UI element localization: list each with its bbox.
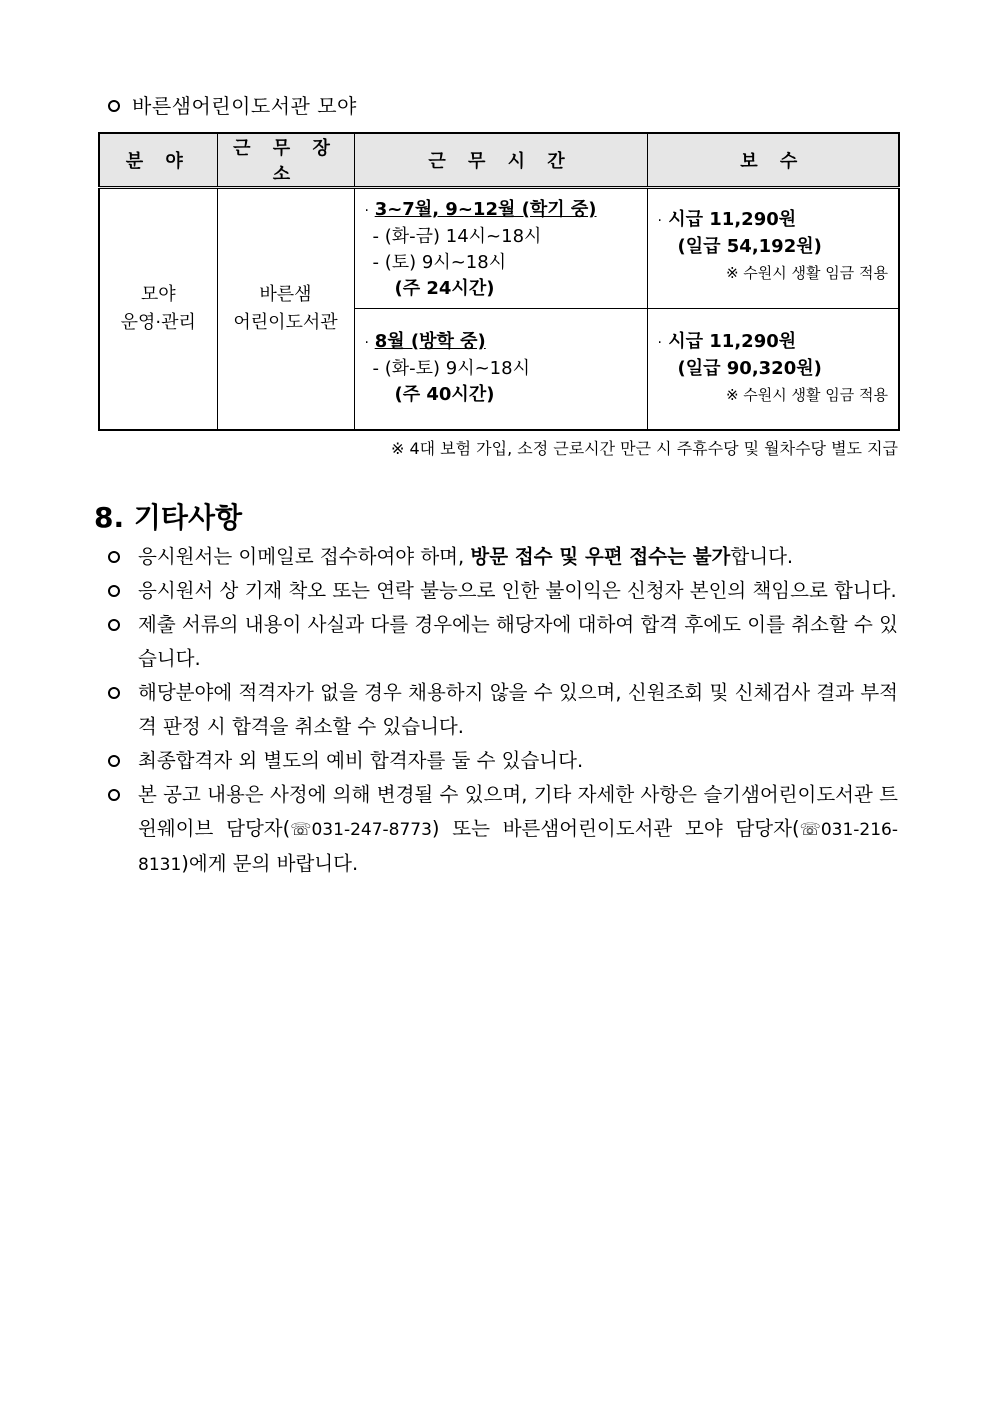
list-item: 제출 서류의 내용이 사실과 다를 경우에는 해당자에 대하여 합격 후에도 이를 취소할 수 있습니다. (108, 608, 898, 676)
hours-cell-semester: · 3~7월, 9~12월 (학기 중) - (화-금) 14시~18시 - (토) 9시~18시 (주 24시간) (354, 188, 647, 309)
list-item: 응시원서는 이메일로 접수하여야 하며, 방문 접수 및 우편 접수는 불가합니다. (108, 540, 898, 574)
header-pay: 보 수 (647, 133, 899, 188)
list-item: 본 공고 내용은 사정에 의해 변경될 수 있으며, 기타 자세한 사항은 슬기샘어린이도서관 트윈웨이브 담당자(☏031-247-8773) 또는 바른샘어린이도서관 모야 담당자(☏031-216-8131)에게 문의 바랍니다. (108, 778, 898, 882)
circle-bullet-icon (108, 687, 120, 699)
table-footnote: ※ 4대 보험 가입, 소정 근로시간 만근 시 주휴수당 및 월차수당 별도 지급 (390, 439, 898, 458)
etc-heading: 8. 기타사항 (94, 501, 243, 534)
pay-cell-vacation: · 시급 11,290원 (일급 90,320원) ※ 수원시 생활 임금 적용 (647, 309, 899, 430)
list-item: 최종합격자 외 별도의 예비 합격자를 둘 수 있습니다. (108, 744, 898, 778)
table-header-row (99, 133, 899, 188)
header-hours: 근 무 시 간 (354, 133, 647, 188)
work-conditions-table (98, 132, 900, 431)
pay-cell-semester: · 시급 11,290원 (일급 54,192원) ※ 수원시 생활 임금 적용 (647, 188, 899, 309)
place-cell: 바른샘 어린이도서관 (217, 188, 354, 430)
etc-list (108, 540, 898, 882)
list-item: 응시원서 상 기재 착오 또는 연락 불능으로 인한 불이익은 신청자 본인의 책임으로 합니다. (108, 574, 898, 608)
header-place: 근 무 장 소 (217, 133, 354, 188)
circle-bullet-icon (108, 585, 120, 597)
field-cell: 모야 운영·관리 (99, 188, 217, 430)
circle-bullet-icon (108, 619, 120, 631)
header-field: 분 야 (99, 133, 217, 188)
phone-number: ☏031-216-8131 (138, 820, 898, 875)
list-item: 해당분야에 적격자가 없을 경우 채용하지 않을 수 있으며, 신원조회 및 신체검사 결과 부적격 판정 시 합격을 취소할 수 있습니다. (108, 676, 898, 744)
phone-number: ☏031-247-8773 (290, 820, 432, 840)
table-row (99, 188, 899, 309)
hours-cell-vacation: · 8월 (방학 중) - (화-토) 9시~18시 (주 40시간) (354, 309, 647, 430)
section-heading: 바른샘어린이도서관 모야 (108, 90, 357, 119)
circle-bullet-icon (108, 755, 120, 767)
circle-bullet-icon (108, 789, 120, 801)
circle-bullet-icon (108, 100, 120, 112)
circle-bullet-icon (108, 551, 120, 563)
